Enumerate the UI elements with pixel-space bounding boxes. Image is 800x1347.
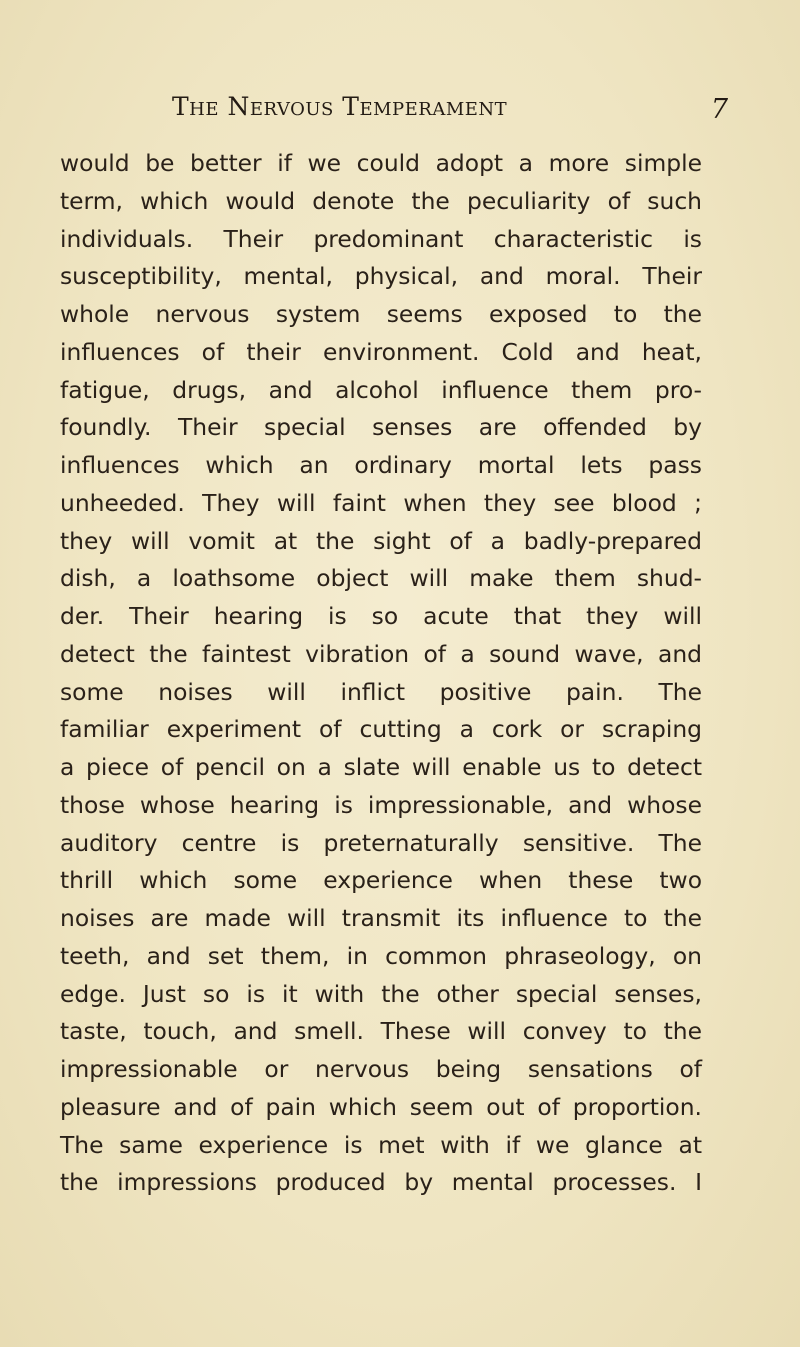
text-line: influences which an ordinary mortal lets pass bbox=[60, 451, 702, 479]
text-line: der. Their hearing is so acute that they will bbox=[60, 602, 702, 630]
text-line: taste, touch, and smell. These will convey to the bbox=[60, 1017, 702, 1046]
text-line: pleasure and of pain which seem out of proportion. bbox=[60, 1092, 702, 1121]
text-line: susceptibility, mental, physical, and moral. Their bbox=[60, 262, 702, 291]
text-line: detect the faintest vibration of a sound wave, and bbox=[60, 639, 702, 668]
text-line: the impressions produced by mental processes. I bbox=[60, 1168, 702, 1197]
text-line: unheeded. They will faint when they see blood ; bbox=[60, 488, 702, 517]
text-line: The same experience is met with if we glance at bbox=[60, 1130, 702, 1159]
text-line: thrill which some experience when these two bbox=[60, 866, 702, 895]
text-line: noises are made will transmit its influence to the bbox=[60, 904, 702, 932]
text-line: term, which would denote the peculiarity of such bbox=[60, 186, 702, 215]
text-line: whole nervous system seems exposed to the bbox=[60, 300, 702, 328]
text-line: familiar experiment of cutting a cork or scraping bbox=[60, 715, 702, 744]
text-line: auditory centre is preternaturally sensitive. The bbox=[60, 828, 702, 857]
text-line: a piece of pencil on a slate will enable us to detect bbox=[60, 753, 702, 781]
text-line: edge. Just so is it with the other special senses, bbox=[60, 979, 702, 1008]
text-line: individuals. Their predominant characteristic is bbox=[60, 224, 702, 253]
text-line: some noises will inflict positive pain. The bbox=[60, 677, 702, 706]
page-number: 7 bbox=[710, 94, 728, 125]
running-head bbox=[172, 92, 728, 132]
text-line: impressionable or nervous being sensations of bbox=[60, 1055, 702, 1083]
text-line: influences of their environment. Cold and heat, bbox=[60, 337, 702, 366]
text-line: teeth, and set them, in common phraseology, on bbox=[60, 941, 702, 970]
text-line: those whose hearing is impressionable, and whose bbox=[60, 790, 702, 819]
text-line: would be better if we could adopt a more simple bbox=[60, 149, 702, 177]
text-line: they will vomit at the sight of a badly-prepared bbox=[60, 526, 702, 555]
running-title: The Nervous Temperament bbox=[172, 92, 508, 121]
text-line: dish, a loathsome object will make them shud- bbox=[60, 564, 702, 593]
text-line: foundly. Their special senses are offended by bbox=[60, 413, 702, 442]
body-text bbox=[60, 145, 702, 1202]
text-line: fatigue, drugs, and alcohol influence them pro- bbox=[60, 375, 702, 404]
